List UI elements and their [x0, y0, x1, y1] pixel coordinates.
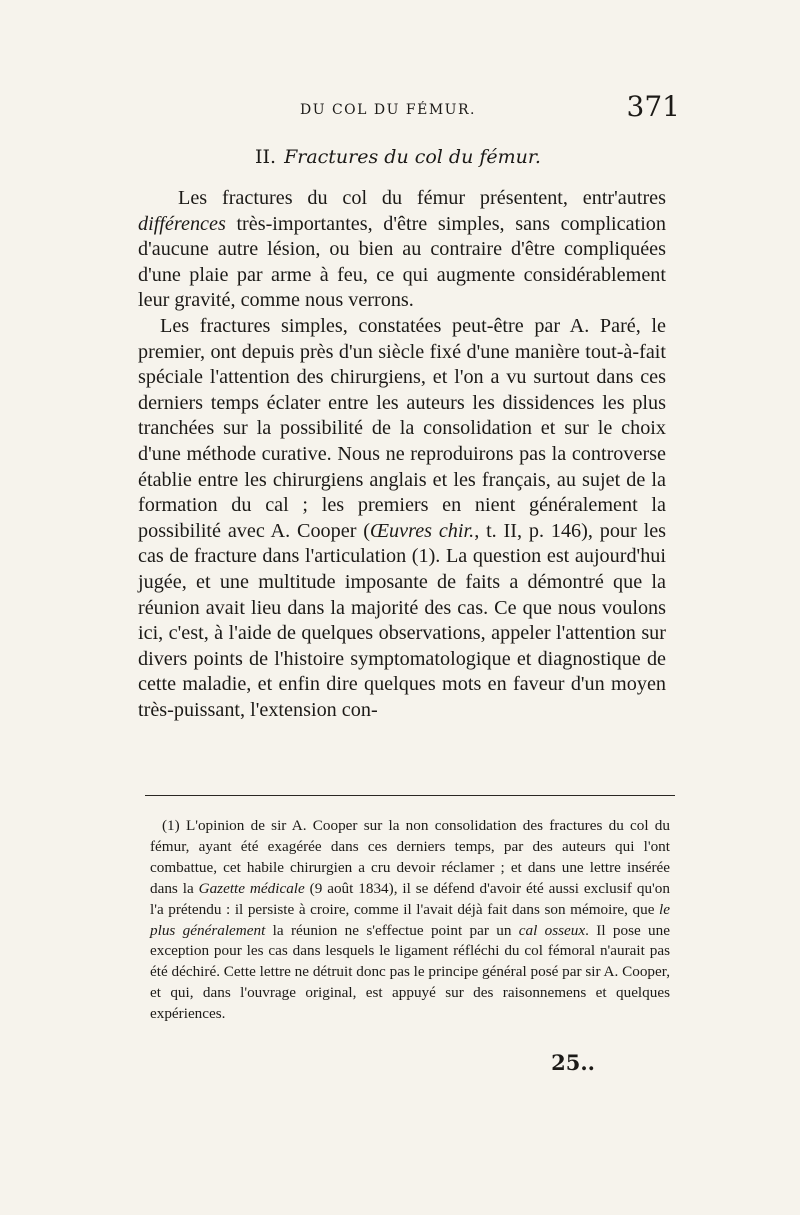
footnote-divider	[145, 795, 675, 796]
paragraph-2-text-a: Les fractures simples, constatées peut-être par A. Paré, le premier, ont depuis près d'un siècle fixé d'une manière tout-à-fait spéciale l'attention des chirurgiens, et l'on a vu surtout dans ces derniers temps éclater entre les auteurs les dissidences les plus tranchées sur la possibilité de la consolidation et sur le choix d'une méthode curative. Nous ne reproduirons pas la controverse établie entre les chirurgiens anglais et les français, au sujet de la formation du cal ; les premiers en nient généralement la possibilité avec A. Cooper (	[138, 314, 666, 542]
footnote-text-c: la réunion ne s'effectue point par un	[265, 921, 519, 939]
body-text	[138, 186, 666, 723]
page-number: 371	[626, 90, 680, 123]
paragraph-1-text-b: très-importantes, d'être simples, sans complication d'aucune autre lésion, ou bien au contraire d'être compliquées d'une plaie par arme à feu, ce qui augmente considérablement leur gravité, comme nous verrons.	[138, 212, 666, 312]
paragraph-1-text-a: Les fractures du col du fémur présentent, entr'autres	[178, 187, 666, 209]
paragraph-1-emphasis: différences	[138, 212, 226, 235]
paragraph-2	[138, 314, 666, 724]
section-number: II.	[255, 146, 277, 168]
footnote-text-d: . Il pose une exception pour les cas dans lesquels le ligament réfléchi du col fémoral n'aurait pas été déchiré. Cette lettre ne détruit donc pas le principe général posé par sir A. Cooper, et qui, dans l'ouvrage original, est appuyé sur des raisonnemens et quelques expériences.	[150, 921, 670, 1023]
section-heading	[255, 146, 541, 168]
paragraph-2-emphasis: Œuvres chir.	[369, 519, 475, 542]
footnote-emphasis-1: Gazette médicale	[198, 879, 305, 897]
paragraph-1	[138, 186, 666, 314]
footnote-emphasis-2: le plus généralement	[150, 900, 670, 939]
footnote-emphasis-3: cal osseux	[518, 921, 586, 939]
footnote	[150, 816, 670, 1025]
running-title: DU COL DU FÉMUR.	[300, 102, 476, 118]
footnote-1	[150, 816, 670, 1025]
footnote-text-a: (1) L'opinion de sir A. Cooper sur la non consolidation des fractures du col du fémur, ayant été exagérée dans ces derniers temps, par des auteurs qui l'ont combattue, cet habile chirurgien a cru devoir réclamer ; et dans une lettre insérée dans la	[150, 817, 670, 897]
paragraph-2-text-b: , t. II, p. 146), pour les cas de fracture dans l'articulation (1). La question est aujourd'hui jugée, et une multitude imposante de faits a démontré que la réunion avait lieu dans la majorité des cas. Ce que nous voulons ici, c'est, à l'aide de quelques observations, appeler l'attention sur divers points de l'histoire symptomatologique et diagnostique de cette maladie, et enfin dire quelques mots en faveur d'un moyen très-puissant, l'extension con-	[138, 519, 667, 721]
section-title: Fractures du col du fémur.	[284, 146, 541, 168]
footnote-text-b: (9 août 1834), il se défend d'avoir été aussi exclusif qu'on l'a prétendu : il persiste à croire, comme il l'avait déjà fait dans son mémoire, que	[150, 879, 670, 918]
signature-mark: 25..	[551, 1050, 595, 1075]
running-head	[160, 90, 680, 126]
